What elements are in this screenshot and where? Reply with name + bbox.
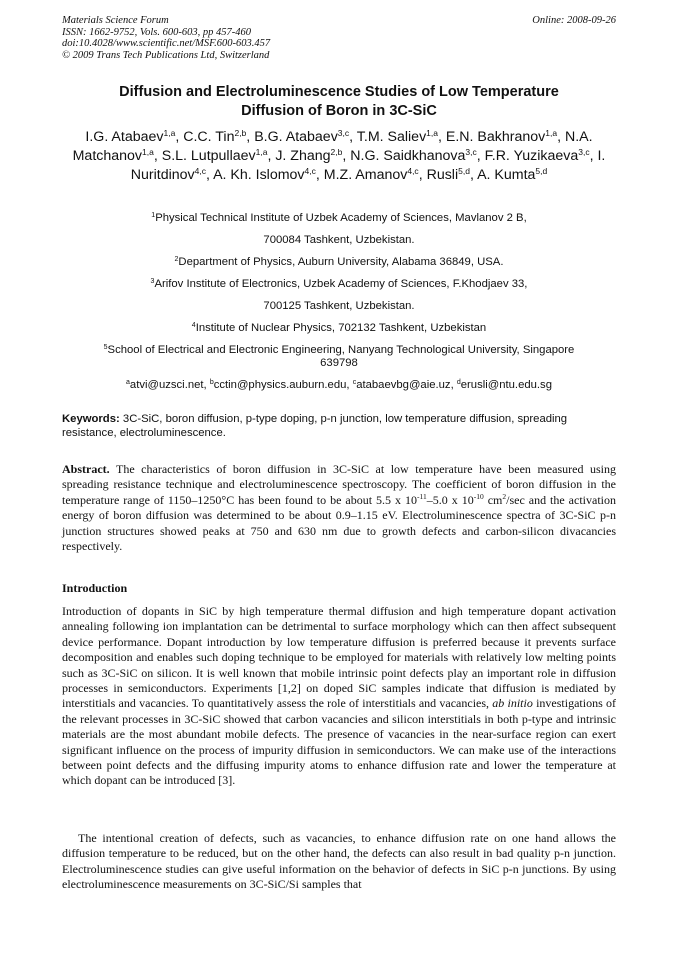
author-affiliation-marker: 2,b xyxy=(234,128,247,138)
author-name: C.C. Tin xyxy=(183,129,235,145)
abstract xyxy=(62,462,616,554)
keywords xyxy=(62,412,616,440)
journal-doi: doi:10.4028/www.scientific.net/MSF.600-603.457 xyxy=(62,38,271,49)
affiliation-3-address: 700125 Tashkent, Uzbekistan. xyxy=(263,300,415,312)
affiliation-2 xyxy=(62,256,616,269)
affiliation-5-postcode: 639798 xyxy=(320,357,358,369)
keywords-label: Keywords: xyxy=(62,413,120,425)
author xyxy=(85,129,175,145)
affiliation-marker: 4 xyxy=(191,322,196,329)
affiliation-text: School of Electrical and Electronic Engineering, Nanyang Technological University, Singapore xyxy=(107,344,575,356)
author-name: I.G. Atabaev xyxy=(85,129,164,145)
author-affiliation-marker: 5,d xyxy=(535,166,548,176)
author-list: I.G. Atabaev$^{1,a}$, C.C. Tin$^{2,b}$, B.G. Atabaev$^{3,c}$, T.M. Saliev$^{1,a}$, E.N. Bakhranov$^{1,a}$, N.A. Matchanov$^{1,a}$, S.L. Lutpullaev$^{1,a}$, J. Zhang$^{2,b}$, N.G. Saidkhanova$^{3,c}$, F.R. Yuzikaeva$^{3,c}$, I. Nuritdinov$^{4,c}$, A. Kh. Islomov$^{4,c}$, M.Z. Amanov$^{4,c}$, Rusli$^{5,d}$, A. Kumta$^{5,d}$ xyxy=(72,128,606,183)
journal-copyright: © 2009 Trans Tech Publications Ltd, Switzerland xyxy=(62,49,270,61)
abstract-text-3: cm xyxy=(483,492,503,507)
author-name: E.N. Bakhranov xyxy=(445,129,546,145)
author-affiliation-marker: 1,a xyxy=(545,128,558,138)
author xyxy=(427,167,470,183)
email-address: erusli@ntu.edu.sg xyxy=(460,379,552,391)
author-affiliation-marker: 1,a xyxy=(426,128,438,138)
author-affiliation-marker: 2,b xyxy=(330,147,343,157)
section-heading-introduction: Introduction xyxy=(62,581,128,595)
author-name: N.A. Matchanov xyxy=(72,129,593,164)
affiliation-marker: 1 xyxy=(151,212,156,219)
author xyxy=(485,148,590,164)
intro-paragraph-1 xyxy=(62,604,616,789)
exponent: -10 xyxy=(473,491,484,501)
email-marker: d xyxy=(456,379,461,386)
author-affiliation-marker: 3,c xyxy=(337,128,350,138)
journal-header xyxy=(62,15,616,61)
exponent: 2 xyxy=(502,491,507,501)
intro-paragraph-2: The intentional creation of defects, such as vacancies, to enhance diffusion rate on one hand allows the diffusion temperature to be reduced, but on the other hand, the defects can also result in bad quality p-n junction. Electroluminescence studies can give useful information on the behavior of defects in SiC p-n junctions. By using electroluminescence measurements on 3C-SiC/Si samples that xyxy=(62,831,616,892)
affiliation-marker: 2 xyxy=(174,256,179,263)
author xyxy=(183,129,246,145)
email-marker: c xyxy=(352,379,357,386)
abstract-text-2: –5.0 x 10 xyxy=(426,492,474,507)
author-name: F.R. Yuzikaeva xyxy=(484,148,579,164)
paragraph-text: investigations of the relevant processes in 3C-SiC showed that carbon vacancies and silicon interstitials in both p-type and intrinsic materials are the most abundant mobile defects. The presence of vacancies in the near-surface region can exert significant influence on the process of impurity diffusion in semiconductors. We can make use of the interactions between point defects and the diffusing impurity atoms to enhance diffusion rate and lower the temperature at which dopant can be introduced [3]. xyxy=(62,696,616,788)
author-affiliation-marker: 1,a xyxy=(163,128,176,138)
author-affiliation-marker: 3,c xyxy=(578,147,590,157)
author-name: S.L. Lutpullaev xyxy=(161,148,256,164)
author xyxy=(213,167,316,183)
email-address: cctin@physics.auburn.edu xyxy=(213,379,347,391)
author xyxy=(477,167,547,183)
affiliation-marker: 5 xyxy=(103,344,108,351)
author xyxy=(254,129,349,145)
author-name: I. Nuritdinov xyxy=(130,148,606,183)
author-name: N.G. Saidkhanova xyxy=(350,148,466,164)
author xyxy=(162,148,268,164)
author xyxy=(324,167,419,183)
affiliation-text: Arifov Institute of Electronics, Uzbek Academy of Sciences, F.Khodjaev 33, xyxy=(154,278,528,290)
abstract-label: Abstract. xyxy=(62,462,110,476)
affiliation-5 xyxy=(62,344,616,357)
author-affiliation-marker: 3,c xyxy=(465,147,477,157)
title-line-1: Diffusion and Electroluminescence Studies of Low Temperature xyxy=(119,84,559,100)
author-name: A. Kumta xyxy=(477,167,536,183)
author-affiliation-marker: 1,a xyxy=(142,147,154,157)
paper-title xyxy=(62,83,616,121)
author-name: J. Zhang xyxy=(275,148,331,164)
abstract-text-4: /sec and the activation energy of boron diffusion was determined to be about 0.9–1.15 eV. Electroluminescence spectra of 3C-SiC p-n junction structures showed peaks at 750 and 630 nm due to growth defects and carbon-silicon divacancies respectively. xyxy=(62,492,617,554)
author-name: T.M. Saliev xyxy=(356,129,427,145)
affiliation-marker: 3 xyxy=(150,278,155,285)
affiliation-4 xyxy=(62,322,616,335)
author-name: M.Z. Amanov xyxy=(323,167,408,183)
author xyxy=(350,148,477,164)
affiliation-list xyxy=(62,212,616,392)
author xyxy=(357,129,438,145)
affiliation-1 xyxy=(62,212,616,225)
author-affiliation-marker: 4,c xyxy=(194,166,206,176)
online-date: Online: 2008-09-26 xyxy=(532,15,616,26)
affiliation-text: Department of Physics, Auburn University, Alabama 36849, USA. xyxy=(178,256,504,268)
journal-name: Materials Science Forum xyxy=(62,15,169,26)
author xyxy=(446,129,557,145)
email-marker: b xyxy=(209,379,214,386)
email-address: atvi@uzsci.net xyxy=(129,379,204,391)
author-name: B.G. Atabaev xyxy=(254,129,338,145)
affiliation-1-address: 700084 Tashkent, Uzbekistan. xyxy=(263,234,415,246)
email-marker: a xyxy=(126,379,130,386)
abstract-text-1: The characteristics of boron diffusion in 3C-SiC at low temperature have been measured using spreading resistance technique and electroluminescence spectroscopy. The coefficient of boron diffusion in the temperature range of 1150–1250°C has been found to be about 5.5 x 10 xyxy=(62,462,616,507)
emphasis-text: ab initio xyxy=(492,696,533,711)
author-name: A. Kh. Islomov xyxy=(213,167,305,183)
paragraph-text: Introduction of dopants in SiC by high temperature thermal diffusion and high temperature dopant activation annealing following ion implantation can be detrimental to surface morphology which can then affect subsequent device performance. Dopant introduction by low temperature diffusion is preferred because it prevents surface decomposition and enables such doping technique to be employed for materials with relatively low melting points such as 3C-SiC on silicon. It is well known that mobile intrinsic point defects play an important role in diffusion processes in semiconductors. Experiments [1,2] on doped SiC samples indicate that diffusion is mediated by interstitials and vacancies. To quantitatively assess the role of interstitials and vacancies, xyxy=(62,604,616,711)
journal-issn: ISSN: 1662-9752, Vols. 600-603, pp 457-460 xyxy=(62,26,251,38)
affiliation-text: Institute of Nuclear Physics, 702132 Tashkent, Uzbekistan xyxy=(195,322,487,334)
author-affiliation-marker: 5,d xyxy=(458,166,470,176)
author-affiliation-marker: 4,c xyxy=(304,166,316,176)
keywords-text: 3C-SiC, boron diffusion, p-type doping, p-n junction, low temperature diffusion, spreading resistance, electroluminescence. xyxy=(62,413,568,439)
affiliation-text: Physical Technical Institute of Uzbek Academy of Sciences, Mavlanov 2 B, xyxy=(155,212,527,224)
email-address: atabaevbg@aie.uz xyxy=(356,379,451,391)
author xyxy=(275,148,342,164)
email-list: $^a$atvi@uzsci.net, $^b$cctin@physics.auburn.edu, $^c$atabaevbg@aie.uz, $^d$erusli@ntu.edu.sg xyxy=(126,379,552,391)
title-line-2: Diffusion of Boron in 3C-SiC xyxy=(241,103,437,119)
affiliation-3 xyxy=(62,278,616,291)
author-name: Rusli xyxy=(426,167,459,183)
author-affiliation-marker: 4,c xyxy=(407,166,419,176)
author-affiliation-marker: 1,a xyxy=(255,147,268,157)
exponent: -11 xyxy=(417,491,427,501)
